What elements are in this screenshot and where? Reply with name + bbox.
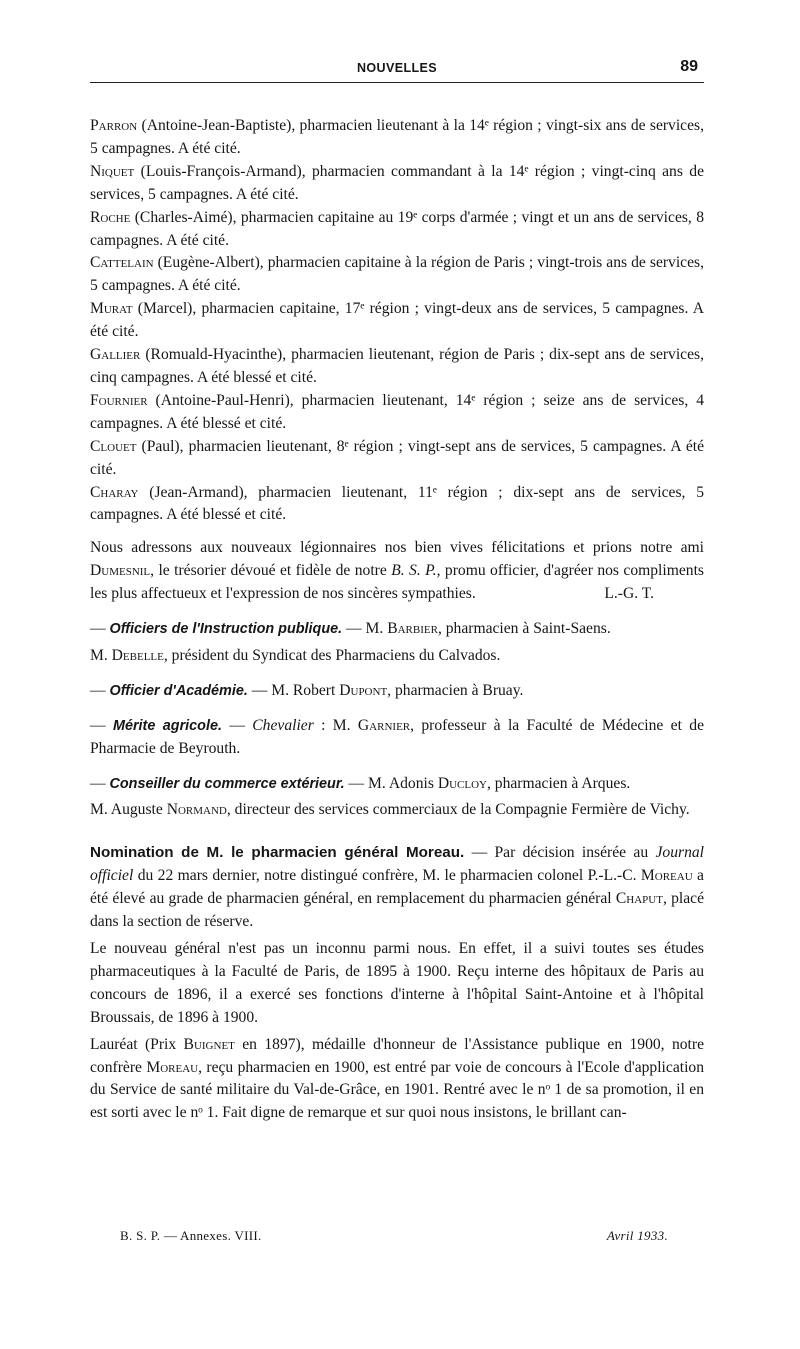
- person-name: Charay: [90, 483, 139, 501]
- person-name: Debelle: [111, 646, 164, 664]
- greeting-text: , le trésorier dévoué et fidèle de notre: [150, 562, 392, 580]
- journal-name: B. S. P.: [391, 562, 437, 580]
- person-name: Fournier: [90, 391, 148, 409]
- footer-date: Avril 1933.: [606, 1228, 668, 1243]
- instruction-paragraph-2: [90, 645, 704, 668]
- entry-text: (Charles-Aimé), pharmacien capitaine au 19ᵉ corps d'armée ; vingt et un ans de services, 8 campagnes. A été cité.: [90, 208, 704, 249]
- greeting-text: Nous adressons aux nouveaux légionnaires nos bien vives félicitations et prions notre ami: [90, 539, 704, 557]
- honors-list: [90, 115, 704, 527]
- text: , pharmacien à Bruay.: [387, 681, 524, 699]
- footer-journal: B. S. P. — Annexes. VIII.: [120, 1228, 262, 1243]
- entry-text: (Eugène-Albert), pharmacien capitaine à la région de Paris ; vingt-trois ans de services, 5 campagnes. A été cité.: [90, 254, 704, 295]
- person-name: Roche: [90, 208, 131, 226]
- page-number: 89: [680, 58, 698, 75]
- text: , pharmacien à Saint-Saens.: [437, 620, 611, 638]
- list-item: [90, 482, 704, 528]
- entry-text: (Antoine-Paul-Henri), pharmacien lieutenant, 14ᵉ région ; seize ans de services, 4 campagnes. A été blessé et cité.: [90, 391, 704, 432]
- entry-text: (Antoine-Jean-Baptiste), pharmacien lieutenant à la 14ᵉ région ; vingt-six ans de services, 5 campagnes. A été cité.: [90, 117, 704, 157]
- list-item: [90, 207, 704, 253]
- page-footer: [120, 1228, 668, 1250]
- list-item: [90, 252, 704, 298]
- text: , directeur des services commerciaux de la Compagnie Fermière de Vichy.: [226, 801, 690, 819]
- person-name: Moreau: [146, 1058, 199, 1076]
- text: — M.: [342, 620, 388, 638]
- text: — M. Adonis: [344, 774, 438, 792]
- rank: Chevalier: [252, 716, 314, 734]
- nomination-paragraph: [90, 842, 704, 934]
- dash: —: [90, 716, 113, 734]
- dash: —: [90, 681, 110, 699]
- instruction-paragraph: [90, 618, 704, 641]
- section-title: Nomination de M. le pharmacien général Moreau.: [90, 844, 465, 862]
- text: , reçu pharmacien en 1900, est entré par voie de concours à l'Ecole d'application du Service de santé militaire du Val-de-Grâce, en 1901. Rentré avec le nᵒ 1 de sa promotion, il en est sorti avec le nᵒ 1. Fait digne de remarque et sur quoi nous insistons, le brillant can-: [90, 1058, 704, 1122]
- nomination-paragraph-2: Le nouveau général n'est pas un inconnu parmi nous. En effet, il a suivi toutes ses études pharmaceutiques à la Faculté de Paris, de 1895 à 1900. Reçu interne des hôpitaux de Paris au concours de 1896, il a exercé ses fonctions d'interne à l'hôpital Saint-Antoine et à l'hôpital Broussais, de 1896 à 1900.: [90, 940, 704, 1026]
- running-title: NOUVELLES: [357, 61, 437, 75]
- text: Lauréat (Prix: [90, 1035, 184, 1053]
- list-item: [90, 115, 704, 161]
- signature: L.-G. T.: [604, 585, 654, 603]
- text: M.: [90, 646, 112, 664]
- text: du 22 mars dernier, notre distingué confrère, M. le pharmacien colonel P.-L.-C.: [133, 867, 641, 885]
- person-name: Moreau: [640, 867, 693, 885]
- list-item: [90, 298, 704, 344]
- text: en 1897), médaille d'honneur de l'Assistance publique en 1900, notre confrère: [90, 1035, 704, 1076]
- list-item: [90, 161, 704, 207]
- page-body: [90, 115, 704, 1125]
- person-name: Normand: [166, 801, 227, 819]
- person-name: Barbier: [387, 620, 438, 638]
- person-name: Dumesnil: [90, 562, 151, 580]
- person-name: Chaput: [615, 890, 663, 908]
- entry-text: (Romuald-Hyacinthe), pharmacien lieutenant, région de Paris ; dix-sept ans de services, cinq campagnes. A été blessé et cité.: [90, 346, 704, 386]
- entry-text: (Marcel), pharmacien capitaine, 17ᵉ région ; vingt-deux ans de services, 5 campagnes. A été cité.: [90, 300, 704, 341]
- journal-name: Journal officiel: [90, 844, 704, 885]
- text: : M.: [313, 716, 358, 734]
- person-name: Clouet: [90, 437, 137, 455]
- category-heading: Conseiller du commerce extérieur.: [109, 775, 345, 792]
- dash: —: [90, 620, 110, 638]
- page-header: [90, 58, 704, 83]
- text: —: [221, 716, 253, 734]
- entry-text: (Paul), pharmacien lieutenant, 8ᵉ région ; vingt-sept ans de services, 5 campagnes. A été cité.: [90, 437, 704, 478]
- person-name: Parron: [90, 117, 138, 134]
- category-heading: Mérite agricole.: [112, 717, 222, 734]
- text: , président du Syndicat des Pharmaciens du Calvados.: [163, 646, 501, 664]
- academie-paragraph: [90, 680, 704, 703]
- person-name: Murat: [90, 300, 133, 318]
- category-heading: Officiers de l'Instruction publique.: [109, 621, 343, 638]
- list-item: [90, 390, 704, 436]
- person-name: Gallier: [90, 346, 141, 364]
- nomination-paragraph-3: [90, 1034, 704, 1126]
- commerce-paragraph: [90, 773, 704, 796]
- person-name: Niquet: [90, 162, 135, 180]
- person-name: Dupont: [339, 681, 388, 699]
- dash: —: [90, 774, 110, 792]
- text: , professeur à la Faculté de Médecine et de Pharmacie de Beyrouth.: [90, 716, 705, 757]
- text: — M. Robert: [247, 681, 340, 699]
- person-name: Buignet: [183, 1035, 235, 1053]
- greeting-paragraph: [90, 537, 704, 606]
- category-heading: Officier d'Académie.: [109, 682, 248, 699]
- text: , placé dans la section de réserve.: [90, 890, 704, 931]
- text: a été élevé au grade de pharmacien général, en remplacement du pharmacien général: [90, 867, 704, 908]
- person-name: Garnier: [357, 716, 411, 734]
- text: — Par décision insérée au: [464, 844, 656, 862]
- list-item: [90, 344, 704, 390]
- entry-text: (Louis-François-Armand), pharmacien commandant à la 14ᵉ région ; vingt-cinq ans de services, 5 campagnes. A été cité.: [90, 162, 704, 203]
- entry-text: (Jean-Armand), pharmacien lieutenant, 11ᵉ région ; dix-sept ans de services, 5 campagnes. A été blessé et cité.: [90, 483, 704, 524]
- greeting-text: , promu officier, d'agréer nos compliments les plus affectueux et l'expression de nos sincères sympathies.: [90, 562, 704, 603]
- person-name: Cattelain: [90, 254, 154, 272]
- agricole-paragraph: [90, 715, 704, 761]
- list-item: [90, 436, 704, 482]
- person-name: Ducloy: [437, 774, 487, 792]
- commerce-paragraph-2: [90, 799, 704, 822]
- text: , pharmacien à Arques.: [486, 774, 631, 792]
- text: M. Auguste: [90, 801, 167, 819]
